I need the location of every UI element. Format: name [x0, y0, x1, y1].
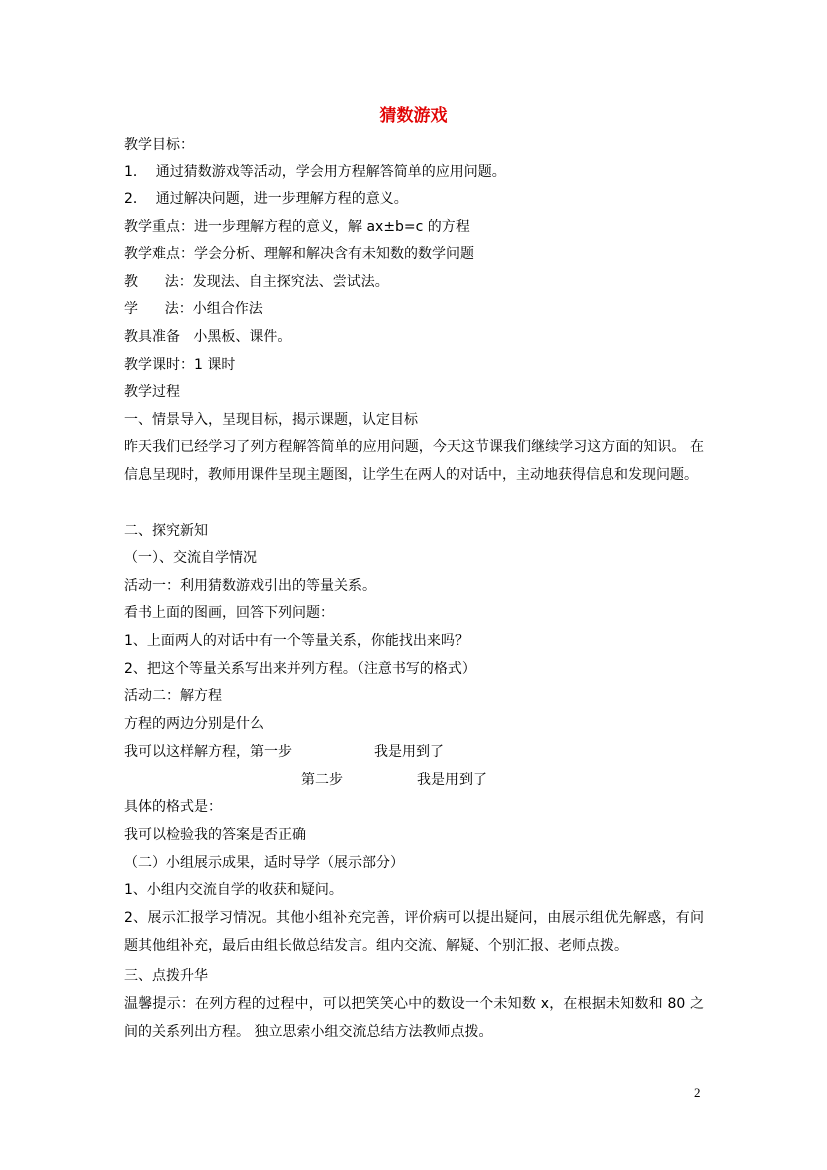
tip-paragraph: 温馨提示：在列方程的过程中，可以把笑笑心中的数设一个未知数 x，在根据未知数和 80 之间的关系列出方程。 独立思索小组交流总结方法教师点拨。: [124, 996, 704, 1040]
format-line: 具体的格式是：: [124, 799, 222, 815]
step-2-label: 第二步: [301, 772, 343, 788]
step-1-used-label: 我是用到了: [374, 744, 444, 760]
learning-method-line: 学 法：小组合作法: [124, 301, 263, 317]
teaching-method-line: 教 法：发现法、自主探究法、尝试法。: [124, 274, 389, 290]
check-answer-line: 我可以检验我的答案是否正确: [124, 827, 306, 843]
question-prompt-line: 看书上面的图画，回答下列问题：: [124, 605, 334, 621]
process-heading: 教学过程: [124, 384, 180, 400]
difficulty-line: 教学难点：学会分析、理解和解决含有未知数的数学问题: [124, 246, 474, 262]
group-exchange-line: 1、小组内交流自学的收获和疑问。: [124, 882, 343, 898]
objectives-heading: 教学目标：: [124, 137, 194, 153]
teaching-aids-line: 教具准备 小黑板、课件。: [124, 329, 292, 345]
question-1-line: 1、上面两人的对话中有一个等量关系，你能找出来吗？: [124, 633, 469, 649]
objective-item-1: 1． 通过猜数游戏等活动，学会用方程解答简单的应用问题。: [124, 164, 506, 180]
lesson-hours-line: 教学课时：1 课时: [124, 357, 236, 373]
step-1-label: 我可以这样解方程，第一步: [124, 744, 292, 760]
section-2-heading: 二、探究新知: [124, 523, 208, 539]
step-2-used-label: 我是用到了: [417, 772, 487, 788]
activity-1-line: 活动一：利用猜数游戏引出的等量关系。: [124, 578, 376, 594]
key-point-line: 教学重点：进一步理解方程的意义，解 ax±b=c 的方程: [124, 219, 470, 235]
equation-sides-line: 方程的两边分别是什么: [124, 716, 264, 732]
subsection-2-heading: （二）小组展示成果，适时导学（展示部分）: [124, 855, 404, 871]
activity-2-line: 活动二：解方程: [124, 688, 222, 704]
intro-paragraph: 昨天我们已经学习了列方程解答简单的应用问题，今天这节课我们继续学习这方面的知识。 在信息呈现时，教师用课件呈现主题图，让学生在两人的对话中，主动地获得信息和发现问题。: [124, 439, 704, 483]
section-3-heading: 三、点拨升华: [124, 968, 208, 984]
page-title: 猜数游戏: [379, 106, 448, 126]
report-paragraph: 2、展示汇报学习情况。其他小组补充完善，评价病可以提出疑问，由展示组优先解惑，有问题其他组补充，最后由组长做总结发言。组内交流、解疑、个别汇报、老师点拨。: [124, 910, 704, 954]
subsection-1-heading: （一）、交流自学情况: [124, 550, 257, 566]
question-2-line: 2、把这个等量关系写出来并列方程。（注意书写的格式）: [124, 661, 476, 677]
page-number: 2: [694, 1085, 701, 1100]
objective-item-2: 2． 通过解决问题，进一步理解方程的意义。: [124, 191, 408, 207]
section-1-heading: 一、情景导入，呈现目标，揭示课题，认定目标: [124, 412, 418, 428]
